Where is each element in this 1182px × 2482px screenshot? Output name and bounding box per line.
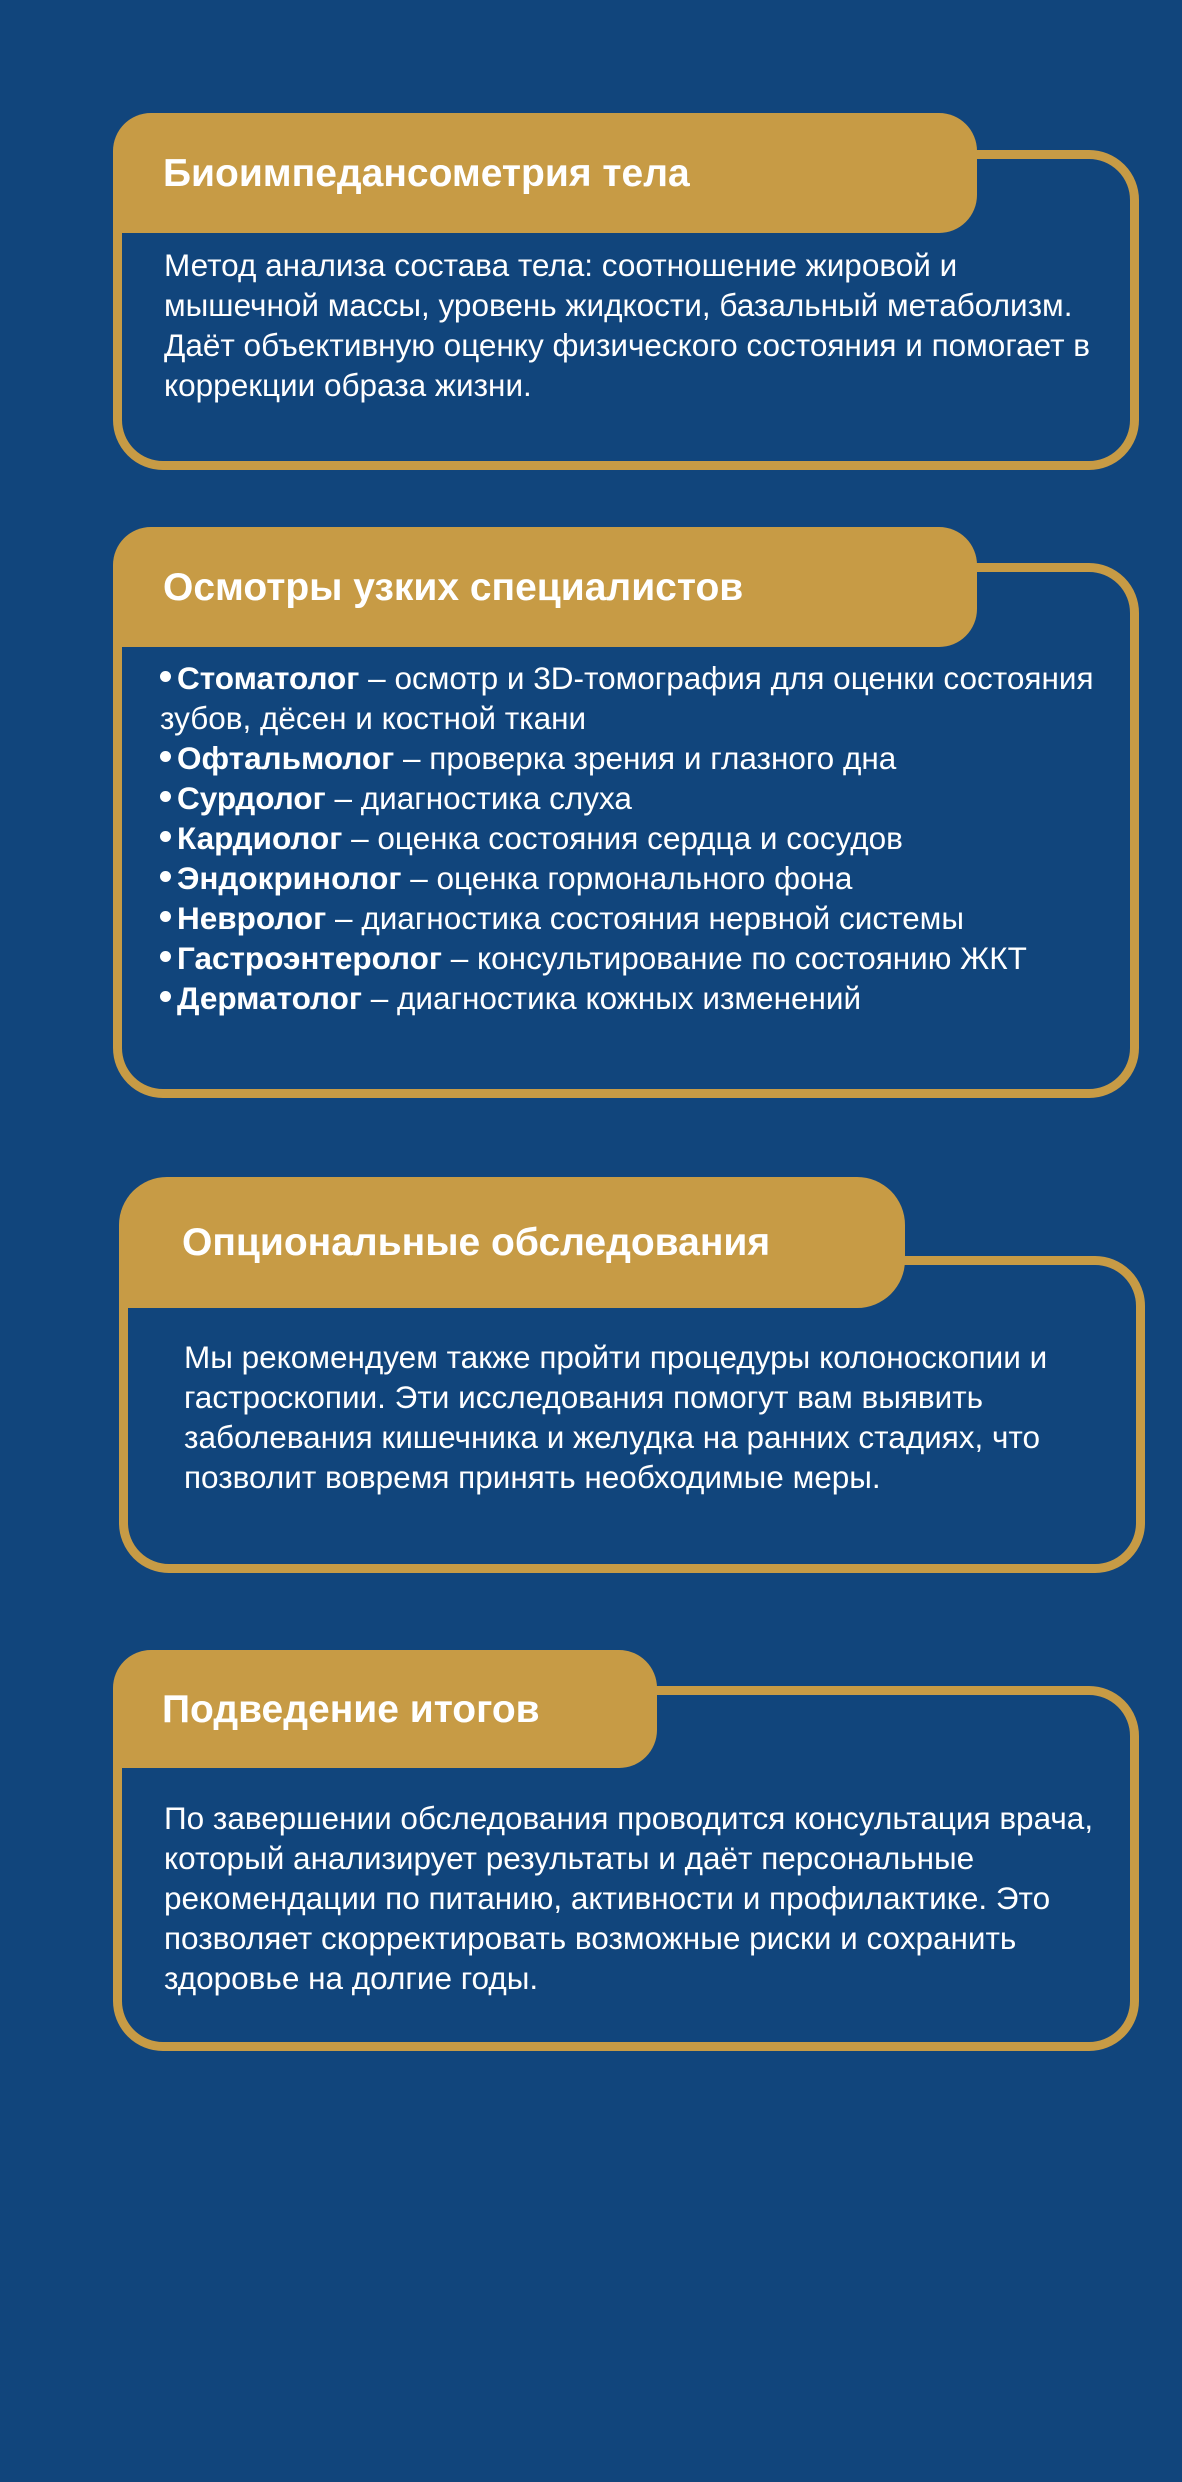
section-title: Осмотры узких специалистов bbox=[163, 565, 744, 609]
list-item bbox=[160, 818, 1110, 858]
section-text: Метод анализа состава тела: соотношение жировой и мышечной массы, уровень жидкости, базальный метаболизм. Даёт объективную оценку физического состояния и помогает в коррекции образа жизни. bbox=[164, 247, 1091, 403]
list-item bbox=[160, 778, 1110, 818]
specialist-name: Офтальмолог bbox=[177, 740, 395, 776]
specialist-description: – диагностика состояния нервной системы bbox=[326, 900, 964, 936]
bullet-icon bbox=[160, 911, 171, 922]
bullet-icon bbox=[160, 991, 171, 1002]
specialist-name: Эндокринолог bbox=[177, 860, 402, 896]
section-title: Биоимпедансометрия тела bbox=[163, 151, 690, 195]
section-description bbox=[184, 1337, 1084, 1497]
specialist-description: – диагностика слуха bbox=[325, 780, 632, 816]
specialist-name: Сурдолог bbox=[177, 780, 326, 816]
specialist-name: Стоматолог bbox=[177, 660, 360, 696]
specialists-list bbox=[160, 658, 1110, 1018]
section-description bbox=[164, 1798, 1124, 1998]
specialist-name: Кардиолог bbox=[177, 820, 343, 856]
section-title-tab bbox=[119, 1177, 905, 1308]
specialist-name: Дерматолог bbox=[177, 980, 363, 1016]
list-item bbox=[160, 978, 1110, 1018]
section-text: Мы рекомендуем также пройти процедуры колоноскопии и гастроскопии. Эти исследования помогут вам выявить заболевания кишечника и желудка на ранних стадиях, что позволит вовремя принять необходимые меры. bbox=[184, 1339, 1048, 1495]
list-item bbox=[160, 658, 1110, 738]
list-item bbox=[160, 938, 1110, 978]
section-title-tab bbox=[113, 113, 977, 233]
specialists-list-wrapper bbox=[160, 658, 1110, 1018]
bullet-icon bbox=[160, 751, 171, 762]
specialist-description: – оценка гормонального фона bbox=[401, 860, 853, 896]
section-title: Подведение итогов bbox=[162, 1687, 540, 1731]
list-item bbox=[160, 898, 1110, 938]
bullet-icon bbox=[160, 671, 171, 682]
bullet-icon bbox=[160, 831, 171, 842]
bullet-icon bbox=[160, 871, 171, 882]
section-description bbox=[164, 245, 1104, 405]
bullet-icon bbox=[160, 791, 171, 802]
specialist-description: – осмотр и 3D-томография для оценки состояния зубов, дёсен и костной ткани bbox=[160, 660, 1094, 736]
section-title-tab bbox=[113, 1650, 657, 1768]
specialist-description: – оценка состояния сердца и сосудов bbox=[342, 820, 903, 856]
bullet-icon bbox=[160, 951, 171, 962]
section-title: Опциональные обследования bbox=[182, 1221, 771, 1264]
specialist-description: – проверка зрения и глазного дна bbox=[394, 740, 897, 776]
list-item bbox=[160, 738, 1110, 778]
section-text: По завершении обследования проводится консультация врача, который анализирует результаты и даёт персональные рекомендации по питанию, активности и профилактике. Это позволяет скорректировать возможные риски и сохранить здоровье на долгие годы. bbox=[164, 1800, 1094, 1996]
specialist-description: – диагностика кожных изменений bbox=[362, 980, 862, 1016]
specialist-name: Невролог bbox=[177, 900, 327, 936]
section-title-tab bbox=[113, 527, 977, 647]
list-item bbox=[160, 858, 1110, 898]
specialist-description: – консультирование по состоянию ЖКТ bbox=[442, 940, 1027, 976]
specialist-name: Гастроэнтеролог bbox=[177, 940, 442, 976]
